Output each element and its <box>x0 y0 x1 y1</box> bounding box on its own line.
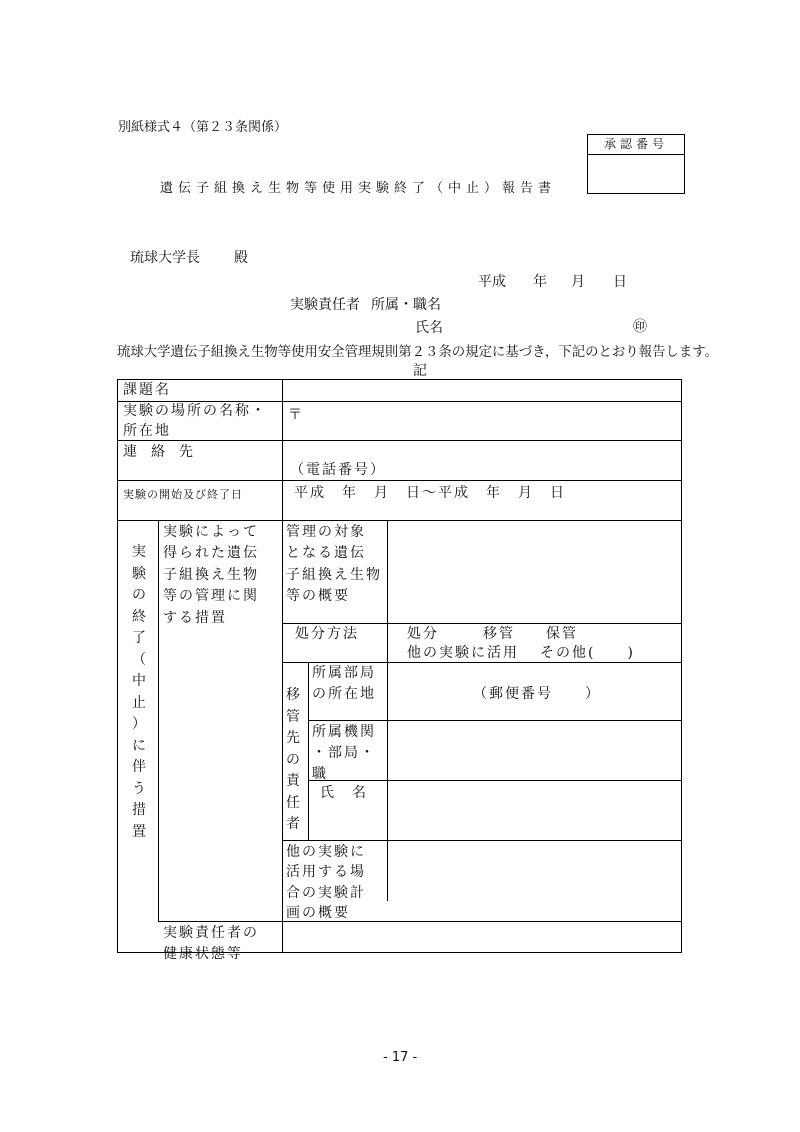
addressee-honorific: 殿 <box>234 250 248 266</box>
transferee-label-char: 責 <box>286 773 300 789</box>
disposal-option-other[interactable]: その他( ) <box>540 645 635 661</box>
form-number: 別紙様式４（第２３条関係） <box>118 120 288 135</box>
management-label-line3: 子組換え生物 <box>163 567 259 583</box>
measures-label-char: 了 <box>132 630 146 646</box>
management-label-line5: する措置 <box>163 610 227 626</box>
disposal-option-dispose[interactable]: 処分 <box>407 626 439 642</box>
transferee-label-char: 任 <box>286 794 300 811</box>
disposal-option-transfer[interactable]: 移管 <box>483 626 515 642</box>
other-use-label-line4: 画の概要 <box>286 905 350 921</box>
period-label: 実験の開始及び終了日 <box>123 488 243 501</box>
date-month: 月 <box>571 274 585 290</box>
transferee-vertical-label <box>286 685 300 836</box>
measures-label-char: 中 <box>132 673 146 689</box>
location-label-line1: 実験の場所の名称・ <box>123 403 267 419</box>
approval-number-box <box>587 134 685 194</box>
applicant-name-label: 氏名 <box>415 320 443 336</box>
measures-label-char: う <box>132 780 146 797</box>
seal-mark: ㊞ <box>633 319 647 335</box>
health-label-line1: 実験責任者の <box>163 925 259 941</box>
measures-label-char: 措 <box>132 802 146 818</box>
measures-label-char: ） <box>132 716 146 732</box>
target-label-line2: となる遺伝 <box>286 545 366 561</box>
target-label-line1: 管理の対象 <box>286 524 366 540</box>
measures-label-char: 置 <box>132 823 146 840</box>
measures-label-char: 止 <box>132 694 146 711</box>
measures-label-char: 伴 <box>132 759 146 775</box>
disposal-option-store[interactable]: 保管 <box>546 626 578 642</box>
management-label-line2: 得られた遺伝 <box>163 545 259 561</box>
disposal-option-other-experiment[interactable]: 他の実験に活用 <box>407 645 519 661</box>
date-day: 日 <box>613 274 627 290</box>
topic-input[interactable] <box>284 381 680 400</box>
transferee-label-char: 移 <box>286 687 300 703</box>
measures-label-char: 終 <box>132 608 146 625</box>
transferee-label-char: の <box>286 751 300 768</box>
management-label-line1: 実験によって <box>163 524 259 540</box>
management-label-line4: 等の管理に関 <box>163 588 259 604</box>
phone-label: （電話番号） <box>290 462 386 478</box>
dept-institution-label-line2: ・部局・ <box>312 745 376 761</box>
transferee-label-char: 者 <box>286 816 300 832</box>
postal-mark: 〒 <box>288 407 302 423</box>
transferee-name-label: 氏 名 <box>320 785 368 801</box>
target-label-line4: 等の概要 <box>286 588 350 604</box>
dept-institution-label-line3: 職 <box>312 766 328 782</box>
measures-vertical-label <box>132 542 146 843</box>
measures-label-char: 実 <box>132 544 146 560</box>
topic-label-text: 課題名 <box>123 382 171 398</box>
measures-label-char: 験 <box>132 565 146 582</box>
other-use-label-line3: 合の実験計 <box>286 885 366 901</box>
other-use-label-line1: 他の実験に <box>286 844 366 860</box>
other-use-label-line2: 活用する場 <box>286 864 366 880</box>
topic-label <box>123 380 275 402</box>
disposal-method-label: 処分方法 <box>295 626 359 642</box>
report-form <box>117 379 682 962</box>
measures-label-char: に <box>132 737 146 754</box>
health-label-line2: 健康状態等 <box>163 946 243 962</box>
measures-label-char: （ <box>132 651 146 668</box>
dept-institution-label-line1: 所属機関 <box>312 724 376 740</box>
page-number: - 17 - <box>383 1050 418 1065</box>
date-year: 年 <box>533 274 547 290</box>
postal-code-label: （郵便番号 ） <box>473 686 601 702</box>
intro-text: 琉球大学遺伝子組換え生物等使用安全管理規則第２３条の規定に基づき，下記のとおり報告します。 <box>117 345 718 360</box>
applicant-affiliation-label: 所属・職名 <box>371 297 441 313</box>
location-label-line2: 所在地 <box>123 423 171 439</box>
contact-label: 連絡先 <box>123 444 207 460</box>
document-title: 遺伝子組換え生物等使用実験終了（中止）報告書 <box>160 181 557 196</box>
dept-location-label-line2: の所在地 <box>312 686 376 702</box>
measures-label-char: の <box>132 587 146 603</box>
period-value: 平成 年 月 日～平成 年 月 日 <box>294 485 566 501</box>
approval-number-label: 承認番号 <box>588 135 684 155</box>
applicant-role: 実験責任者 <box>290 297 360 313</box>
date-era: 平成 <box>478 274 506 290</box>
dept-location-label-line1: 所属部局 <box>312 665 376 681</box>
transferee-label-char: 先 <box>286 730 300 746</box>
transferee-label-char: 管 <box>286 708 300 725</box>
ki-label: 記 <box>413 363 427 379</box>
target-label-line3: 子組換え生物 <box>286 567 382 583</box>
addressee-name: 琉球大学長 <box>130 250 200 266</box>
